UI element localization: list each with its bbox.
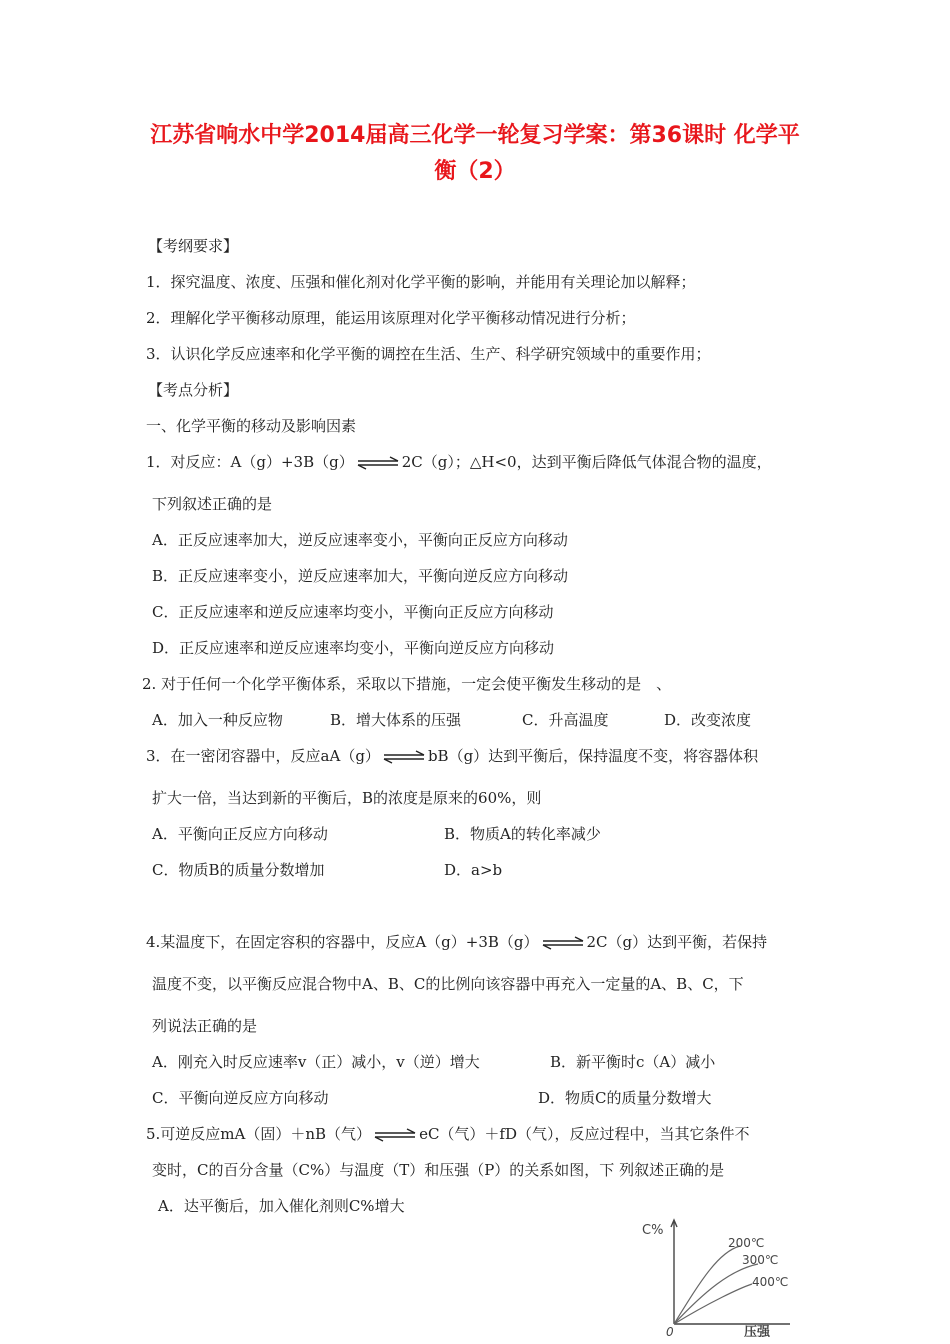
graph-x-label: 压强: [744, 1325, 771, 1337]
q4-option-c: C．平衡向逆反应方向移动: [152, 1089, 329, 1107]
requirement-item: 1．探究温度、浓度、压强和催化剂对化学平衡的影响，并能用有关理论加以解释；: [146, 273, 696, 291]
page-title: [60, 118, 890, 190]
q3-option-c: C．物质B的质量分数增加: [152, 861, 325, 879]
q4-stem-part-d: 列说法正确的是: [152, 1017, 258, 1035]
q2-option-a: A．加入一种反应物: [152, 711, 283, 729]
q3-option-d: D．a>b: [444, 861, 503, 879]
q3-option-a: A．平衡向正反应方向移动: [152, 825, 328, 843]
curve-label-200: 200℃: [728, 1236, 765, 1250]
question-5-stem: [146, 1124, 750, 1144]
graph-y-label: C%: [642, 1223, 664, 1238]
q1-stem-part-a: 1．对反应：A（g）+3B（g）: [146, 453, 354, 471]
q1-option-b: B．正反应速率变小，逆反应速率加大，平衡向逆反应方向移动: [152, 567, 569, 585]
q5-stem-part-b: eC（气）＋fD（气），反应过程中，当其它条件不: [419, 1125, 750, 1143]
question-1-stem: [146, 452, 772, 472]
requirement-item: 3．认识化学反应速率和化学平衡的调控在生活、生产、科学研究领域中的重要作用；: [146, 345, 711, 363]
c-percent-pressure-graph: [640, 1212, 795, 1337]
question-2-stem: 2. 对于任何一个化学平衡体系，采取以下措施，一定会使平衡发生移动的是 、: [142, 675, 672, 693]
curve-300c: [674, 1264, 758, 1324]
q2-option-d: D．改变浓度: [664, 711, 752, 729]
q3-option-b: B．物质A的转化率减少: [444, 825, 601, 843]
q3-stem-part-b: bB（g）达到平衡后，保持温度不变，将容器体积: [427, 747, 759, 765]
title-line-2: 衡（2）: [434, 159, 516, 184]
q3-stem-part-c: 扩大一倍，当达到新的平衡后，B的浓度是原来的60%，则: [152, 789, 542, 807]
graph-origin-label: 0: [666, 1325, 674, 1337]
q3-stem-part-a: 3．在一密闭容器中，反应aA（g）: [146, 747, 380, 765]
q2-option-c: C．升高温度: [522, 711, 609, 729]
q4-stem-part-b: 2C（g）达到平衡，若保持: [586, 933, 768, 951]
q1-option-c: C．正反应速率和逆反应速率均变小，平衡向正反应方向移动: [152, 603, 554, 621]
curve-200c: [674, 1246, 740, 1324]
curve-400c: [674, 1284, 752, 1324]
title-line-1: 江苏省响水中学2014届高三化学一轮复习学案：第36课时 化学平: [150, 123, 800, 148]
equilibrium-arrow-icon: [373, 1128, 417, 1142]
requirement-item: 2．理解化学平衡移动原理，能运用该原理对化学平衡移动情况进行分析；: [146, 309, 636, 327]
q1-stem-part-b: 2C（g）；△H<0，达到平衡后降低气体混合物的温度，: [401, 453, 772, 471]
part-heading: 一、化学平衡的移动及影响因素: [146, 417, 357, 435]
equilibrium-arrow-icon: [356, 456, 400, 470]
q5-stem-part-a: 5.可逆反应mA（固）＋nB（气）: [146, 1125, 372, 1143]
q4-option-a: A．刚充入时反应速率v（正）减小，v（逆）增大: [152, 1053, 480, 1071]
q4-stem-part-a: 4.某温度下，在固定容积的容器中，反应A（g）+3B（g）: [146, 933, 539, 951]
q4-stem-part-c: 温度不变，以平衡反应混合物中A、B、C的比例向该容器中再充入一定量的A、B、C，下: [152, 975, 744, 993]
curve-label-300: 300℃: [742, 1253, 779, 1267]
analysis-heading: 【考点分析】: [148, 381, 239, 399]
q1-option-d: D．正反应速率和逆反应速率均变小，平衡向逆反应方向移动: [152, 639, 555, 657]
q5-option-a: A．达平衡后，加入催化剂则C%增大: [158, 1197, 405, 1215]
q1-option-a: A．正反应速率加大，逆反应速率变小，平衡向正反应方向移动: [152, 531, 568, 549]
requirements-heading: 【考纲要求】: [148, 237, 239, 255]
q1-stem-part-c: 下列叙述正确的是: [152, 495, 273, 513]
q4-option-b: B．新平衡时c（A）减小: [550, 1053, 716, 1071]
curve-label-400: 400℃: [752, 1275, 789, 1289]
q5-stem-part-c: 变时，C的百分含量（C%）与温度（T）和压强（P）的关系如图，下 列叙述正确的是: [152, 1161, 725, 1179]
equilibrium-arrow-icon: [541, 936, 585, 950]
q4-option-d: D．物质C的质量分数增大: [538, 1089, 712, 1107]
question-4-stem: [146, 932, 767, 952]
question-3-stem: [146, 746, 758, 766]
equilibrium-arrow-icon: [382, 750, 426, 764]
q2-option-b: B．增大体系的压强: [330, 711, 462, 729]
